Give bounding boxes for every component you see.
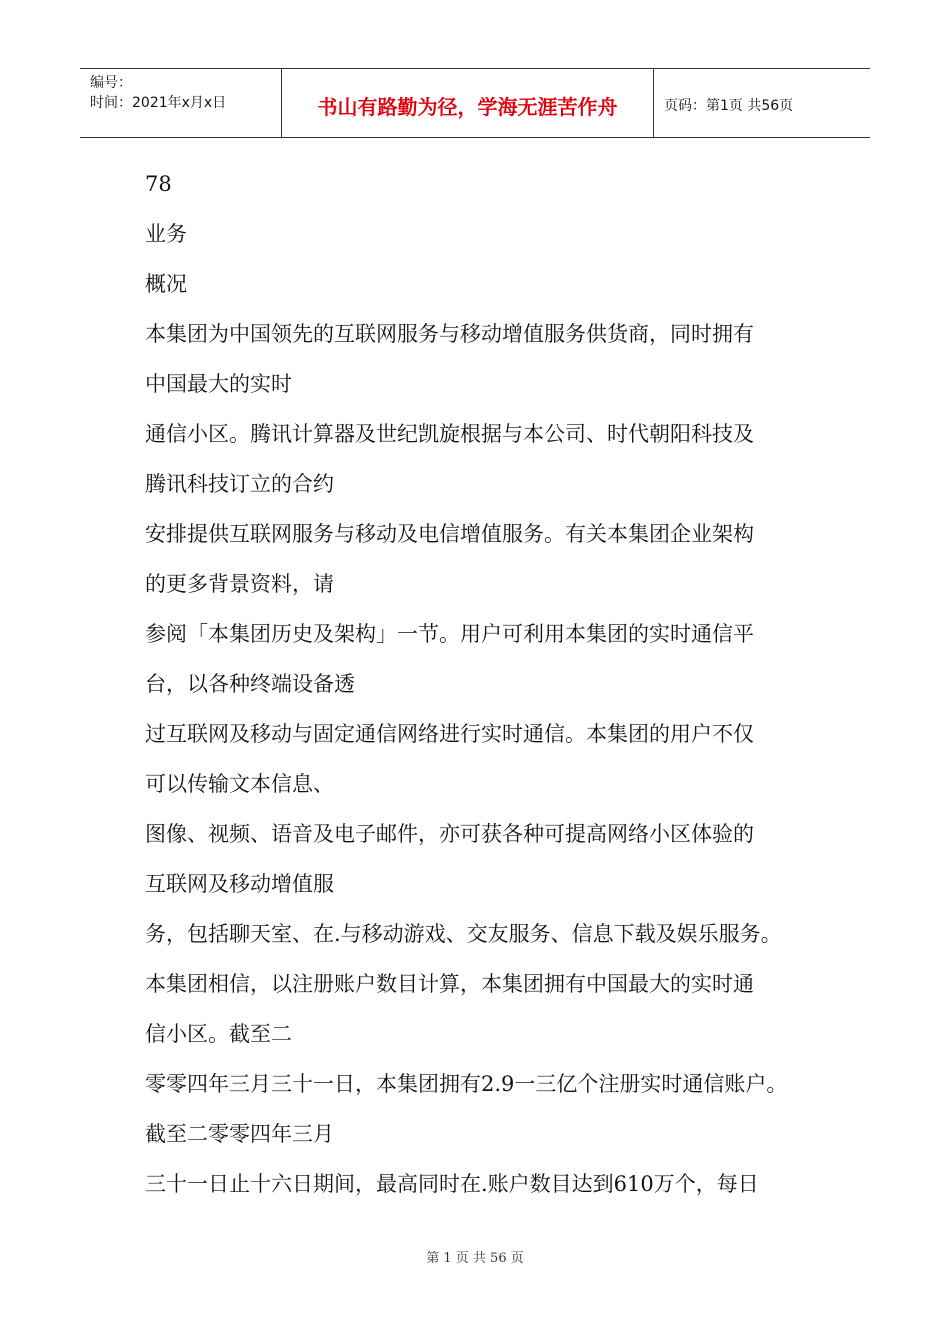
header-motto-cell — [282, 69, 654, 137]
number-label: 编号： — [90, 75, 132, 91]
body-line: 截至二零零四年三月 — [145, 1122, 334, 1146]
body-line: 本集团为中国领先的互联网服务与移动增值服务供货商，同时拥有 — [145, 322, 754, 346]
page-info: 页码：第1页 共56页 — [664, 98, 794, 114]
footer-page-number: 第 1 页 共 56 页 — [426, 1251, 524, 1266]
body-line: 互联网及移动增值服 — [145, 872, 334, 896]
body-line: 安排提供互联网服务与移动及电信增值服务。有关本集团企业架构 — [145, 522, 754, 546]
body-line: 可以传输文本信息、 — [145, 772, 334, 796]
body-line: 中国最大的实时 — [145, 372, 292, 396]
body-line: 业务 — [145, 222, 187, 246]
body-line: 本集团相信，以注册账户数目计算，本集团拥有中国最大的实时通 — [145, 972, 754, 996]
body-line: 通信小区。腾讯计算器及世纪凯旋根据与本公司、时代朝阳科技及 — [145, 422, 754, 446]
header-meta-cell — [80, 69, 282, 137]
body-line: 的更多背景资料，请 — [145, 572, 334, 596]
header-page-cell — [654, 69, 870, 137]
motto-text: 书山有路勤为径，学海无涯苦作舟 — [317, 94, 618, 119]
body-line: 台，以各种终端设备透 — [145, 672, 355, 696]
body-line: 腾讯科技订立的合约 — [145, 472, 334, 496]
body-line: 参阅「本集团历史及架构」一节。用户可利用本集团的实时通信平 — [145, 622, 754, 646]
body-line: 78 — [145, 172, 172, 196]
page-footer — [0, 1247, 950, 1266]
document-body — [145, 168, 825, 1218]
body-line: 三十一日止十六日期间，最高同时在.账户数目达到610万个，每日 — [145, 1172, 759, 1196]
body-line: 务，包括聊天室、在.与移动游戏、交友服务、信息下载及娱乐服务。 — [145, 922, 782, 946]
body-line: 信小区。截至二 — [145, 1022, 292, 1046]
body-line: 过互联网及移动与固定通信网络进行实时通信。本集团的用户不仅 — [145, 722, 754, 746]
document-header — [80, 68, 870, 138]
body-line: 零零四年三月三十一日，本集团拥有2.9一三亿个注册实时通信账户。 — [145, 1072, 788, 1096]
body-line: 概况 — [145, 272, 187, 296]
body-line: 图像、视频、语音及电子邮件，亦可获各种可提高网络小区体验的 — [145, 822, 754, 846]
date-label: 时间：2021年x月x日 — [90, 95, 227, 111]
